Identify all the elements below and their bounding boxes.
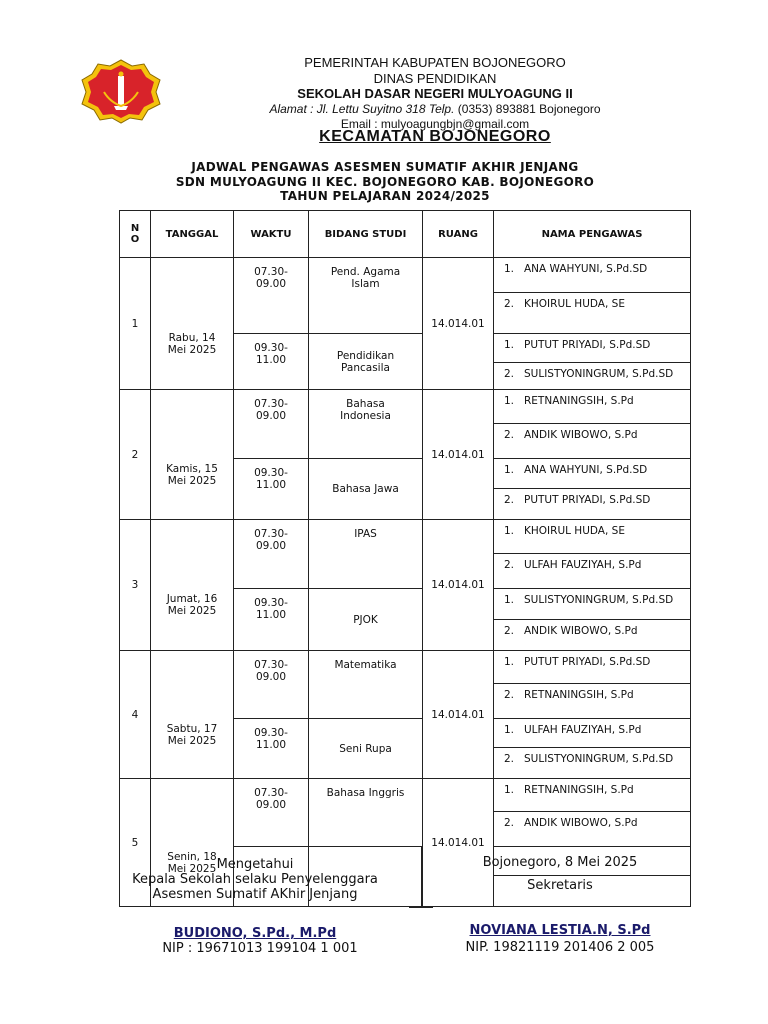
cell-waktu xyxy=(234,258,309,334)
header-address xyxy=(190,101,680,117)
cell-pengawas xyxy=(494,293,691,334)
sig-left-mengetahui: Mengetahui xyxy=(216,857,294,872)
signature-right-block xyxy=(440,855,680,893)
cell-pengawas xyxy=(494,520,691,554)
cell-bidang-studi xyxy=(309,258,423,334)
cell-waktu xyxy=(234,459,309,520)
cell-waktu-text: 09.30-11.00 xyxy=(254,467,288,491)
pengawas-number: 2. xyxy=(504,817,515,829)
cell-ruang: 14.014.01 xyxy=(423,390,494,520)
cell-waktu-text: 09.30-11.00 xyxy=(254,597,288,621)
sig-left-role: Kepala Sekolah selaku Penyelenggara xyxy=(132,872,378,887)
cell-bidang-text: PJOK xyxy=(353,613,378,626)
cell-pengawas xyxy=(494,651,691,684)
table-body xyxy=(120,258,691,907)
pengawas-name: PUTUT PRIYADI, S.Pd.SD xyxy=(524,494,651,506)
pengawas-name: RETNANINGSIH, S.Pd xyxy=(524,784,634,796)
pengawas-number: 2. xyxy=(504,625,515,637)
address-phone: (0353) 893881 Bojonegoro xyxy=(454,102,601,116)
pengawas-name: ULFAH FAUZIYAH, S.Pd xyxy=(524,724,642,736)
pengawas-name: SULISTYONINGRUM, S.Pd.SD xyxy=(524,594,674,606)
cell-waktu-text: 09.30-11.00 xyxy=(254,727,288,751)
cell-waktu-text: 07.30-09.00 xyxy=(254,787,288,811)
signature-divider xyxy=(421,846,422,908)
cell-pengawas xyxy=(494,748,691,779)
cell-waktu-text: 07.30-09.00 xyxy=(254,528,288,552)
pengawas-number: 2. xyxy=(504,559,515,571)
cell-waktu-text: 07.30-09.00 xyxy=(254,398,288,422)
cell-no: 5 xyxy=(120,779,151,907)
pengawas-number: 1. xyxy=(504,464,515,476)
cell-tanggal xyxy=(151,258,234,390)
pengawas-number: 1. xyxy=(504,525,515,537)
header-government: PEMERINTAH KABUPATEN BOJONEGORO xyxy=(304,55,566,70)
cell-no: 4 xyxy=(120,651,151,779)
cell-waktu xyxy=(234,334,309,390)
header-school-name: SEKOLAH DASAR NEGERI MULYOAGUNG II xyxy=(297,86,573,101)
cell-bidang-text: Bahasa Indonesia xyxy=(340,398,391,422)
cell-pengawas xyxy=(494,258,691,293)
cell-ruang: 14.014.01 xyxy=(423,258,494,390)
cell-bidang-studi xyxy=(309,520,423,589)
cell-tanggal-text: Senin, 18 Mei 2025 xyxy=(167,850,217,875)
cell-bidang-text: Pendidikan Pancasila xyxy=(336,349,395,374)
cell-no: 1 xyxy=(120,258,151,390)
cell-bidang-text: Bahasa Inggris xyxy=(326,787,405,799)
sig-left-name: BUDIONO, S.Pd., M.Pd xyxy=(173,926,337,941)
cell-bidang-text: IPAS xyxy=(354,528,377,540)
cell-bidang-studi xyxy=(309,589,423,651)
cell-ruang: 14.014.01 xyxy=(423,651,494,779)
cell-tanggal xyxy=(151,520,234,651)
cell-pengawas xyxy=(494,589,691,620)
doc-title-line1: JADWAL PENGAWAS ASESMEN SUMATIF AKHIR JENJANG xyxy=(191,160,579,174)
pengawas-name: ANDIK WIBOWO, S.Pd xyxy=(524,625,638,637)
cell-bidang-text: Bahasa Jawa xyxy=(332,483,399,495)
cell-pengawas xyxy=(494,424,691,459)
cell-pengawas xyxy=(494,554,691,589)
pengawas-number: 1. xyxy=(504,784,515,796)
cell-waktu xyxy=(234,719,309,779)
table-header-row xyxy=(120,211,691,258)
cell-waktu xyxy=(234,520,309,589)
col-header-no-text: N O xyxy=(130,223,140,245)
sig-right-nip: NIP. 19821119 201406 2 005 xyxy=(465,940,655,955)
cell-bidang-studi xyxy=(309,334,423,390)
col-header-waktu: WAKTU xyxy=(234,211,309,258)
pengawas-number: 2. xyxy=(504,298,515,310)
col-header-tanggal: TANGGAL xyxy=(151,211,234,258)
cell-ruang: 14.014.01 xyxy=(423,779,494,907)
pengawas-number: 2. xyxy=(504,689,515,701)
cell-waktu-text: 07.30-09.00 xyxy=(254,659,288,683)
table-row xyxy=(120,258,691,293)
cell-tanggal-text: Kamis, 15 Mei 2025 xyxy=(166,462,218,487)
cell-pengawas xyxy=(494,812,691,847)
cell-bidang-studi xyxy=(309,719,423,779)
sig-left-nip: NIP : 19671013 199104 1 001 xyxy=(162,941,358,956)
sig-left-event: Asesmen Sumatif AKhir Jenjang xyxy=(152,887,358,902)
signature-left-block xyxy=(90,857,420,902)
pengawas-name: KHOIRUL HUDA, SE xyxy=(524,525,625,537)
pengawas-number: 1. xyxy=(504,656,515,668)
school-emblem-logo xyxy=(80,58,162,124)
pengawas-name: KHOIRUL HUDA, SE xyxy=(524,298,625,310)
cell-pengawas xyxy=(494,620,691,651)
pengawas-number: 1. xyxy=(504,339,515,351)
cell-waktu-text: 07.30-09.00 xyxy=(254,266,288,290)
cell-pengawas xyxy=(494,363,691,390)
cell-waktu-text: 09.30-11.00 xyxy=(254,342,288,366)
pengawas-name: ANDIK WIBOWO, S.Pd xyxy=(524,429,638,441)
pengawas-number: 2. xyxy=(504,753,515,765)
sig-right-date: Bojonegoro, 8 Mei 2025 xyxy=(482,855,638,870)
cell-pengawas xyxy=(494,684,691,719)
cell-tanggal-text: Sabtu, 17 Mei 2025 xyxy=(166,722,218,747)
pengawas-number: 1. xyxy=(504,263,515,275)
col-header-nama: NAMA PENGAWAS xyxy=(494,211,691,258)
pengawas-name: RETNANINGSIH, S.Pd xyxy=(524,395,634,407)
cell-waktu xyxy=(234,589,309,651)
sig-right-role: Sekretaris xyxy=(527,878,593,893)
table-row xyxy=(120,390,691,424)
pengawas-name: PUTUT PRIYADI, S.Pd.SD xyxy=(524,656,651,668)
cell-no: 2 xyxy=(120,390,151,520)
cell-ruang: 14.014.01 xyxy=(423,520,494,651)
cell-waktu xyxy=(234,390,309,459)
table-row xyxy=(120,520,691,554)
col-header-no xyxy=(120,211,151,258)
cell-pengawas xyxy=(494,779,691,812)
address-label: Alamat : Jl. Lettu Suyitno 318 Telp. xyxy=(269,102,455,116)
col-header-bidang: BIDANG STUDI xyxy=(309,211,423,258)
cell-pengawas xyxy=(494,459,691,489)
cell-bidang-text: Pend. Agama Islam xyxy=(330,266,401,290)
cell-pengawas xyxy=(494,390,691,424)
cell-waktu xyxy=(234,779,309,847)
cell-bidang-studi xyxy=(309,459,423,520)
signature-divider-base xyxy=(409,907,433,908)
sig-right-name: NOVIANA LESTIA.N, S.Pd xyxy=(469,923,651,938)
header-department: DINAS PENDIDIKAN xyxy=(373,71,497,86)
pengawas-name: SULISTYONINGRUM, S.Pd.SD xyxy=(524,368,674,380)
pengawas-number: 1. xyxy=(504,594,515,606)
doc-title-line2: SDN MULYOAGUNG II KEC. BOJONEGORO KAB. BOJONEGORO xyxy=(175,174,595,189)
cell-pengawas xyxy=(494,489,691,520)
col-header-ruang: RUANG xyxy=(423,211,494,258)
cell-no: 3 xyxy=(120,520,151,651)
cell-pengawas xyxy=(494,334,691,363)
cell-bidang-studi xyxy=(309,390,423,459)
pengawas-name: RETNANINGSIH, S.Pd xyxy=(524,689,634,701)
cell-bidang-studi xyxy=(309,779,423,847)
header-email: Email : mulyoagungbjn@gmail.com xyxy=(340,117,530,131)
doc-title-line3: TAHUN PELAJARAN 2024/2025 xyxy=(280,189,490,203)
cell-bidang-text: Matematika xyxy=(334,659,397,671)
pengawas-number: 2. xyxy=(504,494,515,506)
pengawas-name: ULFAH FAUZIYAH, S.Pd xyxy=(524,559,642,571)
pengawas-number: 2. xyxy=(504,368,515,380)
header-kecamatan: KECAMATAN BOJONEGORO xyxy=(319,128,551,145)
pengawas-number: 2. xyxy=(504,429,515,441)
cell-tanggal-text: Rabu, 14 Mei 2025 xyxy=(167,331,217,356)
pengawas-number: 1. xyxy=(504,395,515,407)
schedule-table xyxy=(119,210,691,907)
cell-tanggal-text: Jumat, 16 Mei 2025 xyxy=(166,593,218,617)
pengawas-name: ANA WAHYUNI, S.Pd.SD xyxy=(524,464,648,476)
pengawas-name: PUTUT PRIYADI, S.Pd.SD xyxy=(524,339,651,351)
cell-waktu-text xyxy=(246,847,296,855)
table-row xyxy=(120,779,691,812)
pengawas-name: ANDIK WIBOWO, S.Pd xyxy=(524,817,638,829)
cell-bidang-text: Seni Rupa xyxy=(339,742,392,755)
pengawas-name: SULISTYONINGRUM, S.Pd.SD xyxy=(524,753,674,765)
cell-waktu xyxy=(234,651,309,719)
pengawas-number: 1. xyxy=(504,724,515,736)
cell-bidang-studi xyxy=(309,651,423,719)
cell-tanggal xyxy=(151,651,234,779)
pengawas-name: ANA WAHYUNI, S.Pd.SD xyxy=(524,263,648,275)
cell-pengawas xyxy=(494,719,691,748)
cell-tanggal xyxy=(151,390,234,520)
table-row xyxy=(120,651,691,684)
